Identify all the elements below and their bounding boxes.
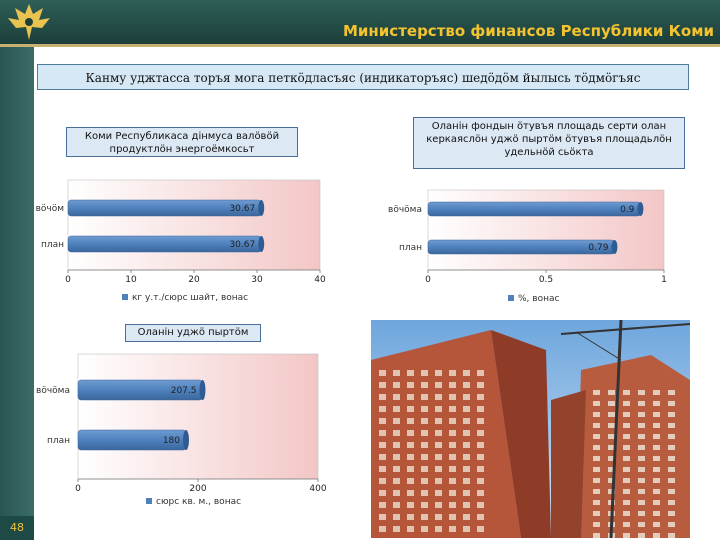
legend-swatch (508, 295, 514, 301)
bar-end-cap (183, 430, 189, 450)
data-label: 207.5 (170, 386, 197, 396)
tick-label: 40 (314, 275, 326, 285)
left-sidebar (0, 47, 34, 540)
chart-title-energy: Коми Республикаса дiнмуса валӧвӧй продуктлӧн энергоёмкосьт (66, 127, 298, 157)
category-label: вӧчӧм (36, 204, 64, 214)
category-label: вӧчӧма (388, 205, 422, 215)
category-label: план (40, 240, 64, 250)
bar-end-cap (258, 200, 264, 216)
category-label: план (46, 436, 70, 446)
bar (428, 240, 614, 254)
legend-swatch (122, 294, 128, 300)
tick-label: 200 (189, 484, 207, 494)
tick-label: 30 (251, 275, 263, 285)
tick-label: 0 (425, 275, 431, 285)
legend-label: %, вонас (518, 294, 560, 304)
data-label: 30.67 (229, 204, 256, 214)
bar (428, 202, 640, 216)
data-label: 0.9 (620, 205, 635, 215)
legend-label: сюрс кв. м., вонас (156, 497, 242, 507)
tick-label: 0 (75, 484, 81, 494)
category-label: вӧчӧма (36, 386, 70, 396)
category-label: план (398, 243, 422, 253)
tick-label: 1 (661, 275, 667, 285)
chart-title-housing-share: Оланiн фондын ӧтувъя площадь серти олан керкаяслӧн уджӧ пыртӧм ӧтувъя площадьлӧн удельнӧй сьӧкта (413, 117, 685, 169)
chart-title-housing-commissioning: Оланiн уджӧ пыртӧм (125, 324, 261, 342)
tick-label: 10 (125, 275, 137, 285)
slide-title: Канму уджтасса торъя мога петкӧдласъяс (индикаторъяс) шедӧдӧм йылысь тӧдмӧгъяс (37, 64, 689, 90)
bar-end-cap (258, 236, 264, 252)
tick-label: 0 (65, 275, 71, 285)
bar-end-cap (200, 380, 206, 400)
bar-end-cap (637, 202, 643, 216)
header-divider (0, 44, 720, 47)
legend-label: кг у.т./сюрс шайт, вонас (132, 293, 249, 303)
housing-commissioning-chart (36, 314, 346, 514)
plot-area (68, 180, 320, 270)
legend-swatch (146, 498, 152, 504)
data-label: 30.67 (229, 240, 256, 250)
plot-area (78, 354, 318, 479)
data-label: 0.79 (588, 243, 609, 253)
republic-emblem-icon (2, 0, 56, 44)
bar-end-cap (611, 240, 617, 254)
tick-label: 0.5 (538, 275, 554, 285)
data-label: 180 (162, 436, 180, 446)
tick-label: 400 (309, 484, 327, 494)
construction-photo (371, 320, 690, 538)
ministry-title: Министерство финансов Республики Коми (343, 22, 714, 40)
tick-label: 20 (188, 275, 200, 285)
page-number: 48 (0, 516, 34, 540)
